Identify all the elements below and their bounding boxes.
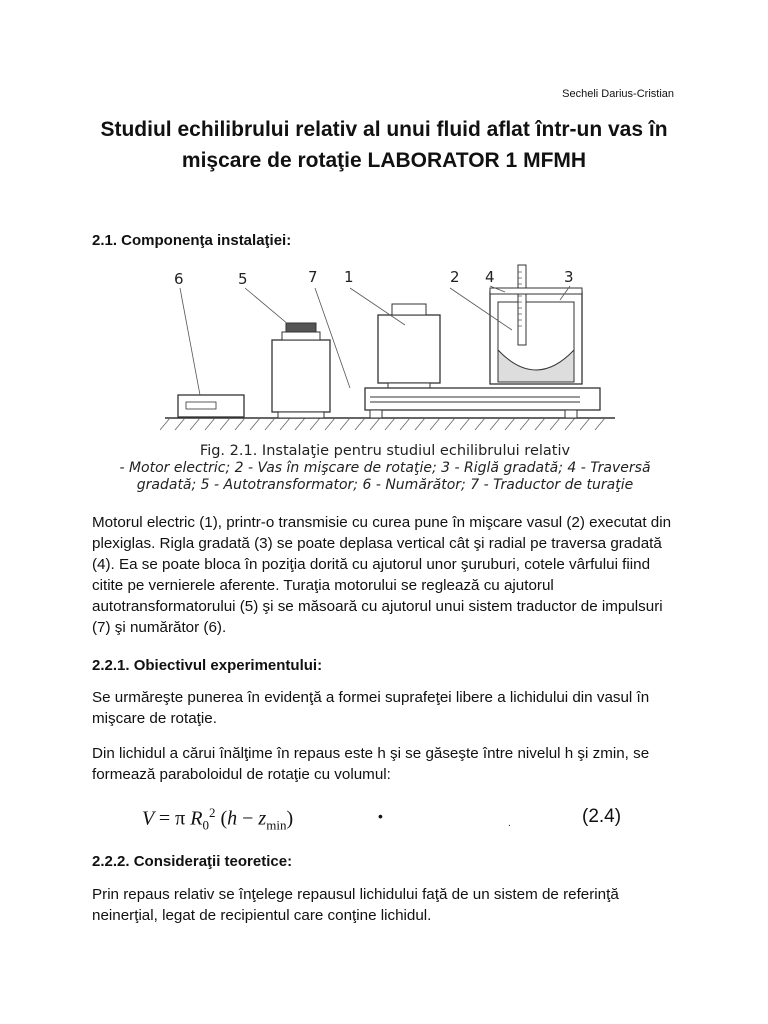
autotransformer-knob-base — [282, 332, 320, 340]
figure-label: 5 — [238, 270, 248, 288]
stray-mark: . — [508, 818, 511, 829]
section-heading-objective: 2.2.1. Obiectivul experimentului: — [92, 657, 323, 674]
base-plate — [365, 388, 600, 410]
figure-label: 7 — [308, 268, 318, 286]
motor-pulley — [388, 383, 430, 388]
paragraph-intro: Motorul electric (1), printr-o transmisie cu curea pune în mişcare vasul (2) executat din plexiglas. Rigla gradată (3) se poate deplasa vertical cât şi radial pe traversa gradată (4). Ea se poate bloca în poziţia dorită cu ajutorul unor şuruburi, cotele vârfului fiind citite pe vernierele aferente. Turaţia motorului se reglează cu ajutorul autotransformatorului (5) şi se măsoară cu ajutorul unui sistem traductor de impulsuri (7) şi numărător (6). — [92, 514, 672, 636]
stray-mark: • — [378, 808, 383, 824]
base-foot-right — [565, 410, 577, 418]
apparatus-diagram — [160, 260, 620, 440]
author-name: Secheli Darius-Cristian — [562, 88, 674, 100]
autotransformer-body — [272, 340, 330, 412]
autotransformer-knob — [286, 323, 316, 332]
motor-top — [392, 304, 426, 315]
figure-label: 4 — [485, 268, 495, 286]
ground-hatch — [160, 418, 605, 430]
motor-body — [378, 315, 440, 383]
base-foot-left — [370, 410, 382, 418]
figure-caption-line: - Motor electric; 2 - Vas în mişcare de rotaţie; 3 - Riglă gradată; 4 - Traversă — [119, 460, 651, 476]
counter-box — [178, 395, 244, 417]
document-title: Studiul echilibrului relativ al unui fluid aflat într-un vas în mişcare de rotaţie LABORATOR 1 MFMH — [100, 118, 668, 172]
paragraph-theory: Prin repaus relativ se înţelege repausul lichidului faţă de un sistem de referinţă neinerţial, legat de recipientul care conţine lichidul. — [92, 886, 619, 924]
figure-label: 6 — [174, 270, 184, 288]
volume-formula: V = π $R_0^2$ $(h - z_{min})$ — [142, 805, 294, 833]
autotransformer-foot — [278, 412, 324, 418]
section-heading-components: 2.1. Componenţa instalaţiei: — [92, 232, 292, 249]
paragraph-liquid: Din lichidul a cărui înălţime în repaus este h şi se găseşte între nivelul h şi zmin, se formează paraboloidul de rotaţie cu volumul: — [92, 745, 650, 783]
section-heading-theory: 2.2.2. Consideraţii teoretice: — [92, 853, 293, 870]
figure-caption-title: Fig. 2.1. Instalaţie pentru studiul echilibrului relativ — [199, 443, 571, 459]
figure-label: 3 — [564, 268, 574, 286]
figure-caption-line: gradată; 5 - Autotransformator; 6 - Numărător; 7 - Traductor de turaţie — [136, 477, 634, 493]
graduated-ruler — [518, 265, 526, 345]
figure-label: 1 — [344, 268, 354, 286]
equation-number: (2.4) — [582, 806, 622, 827]
figure-label: 2 — [450, 268, 460, 286]
paragraph-objective: Se urmăreşte punerea în evidenţă a formei suprafeţei libere a lichidului din vasul în mişcare de rotaţie. — [92, 689, 650, 727]
